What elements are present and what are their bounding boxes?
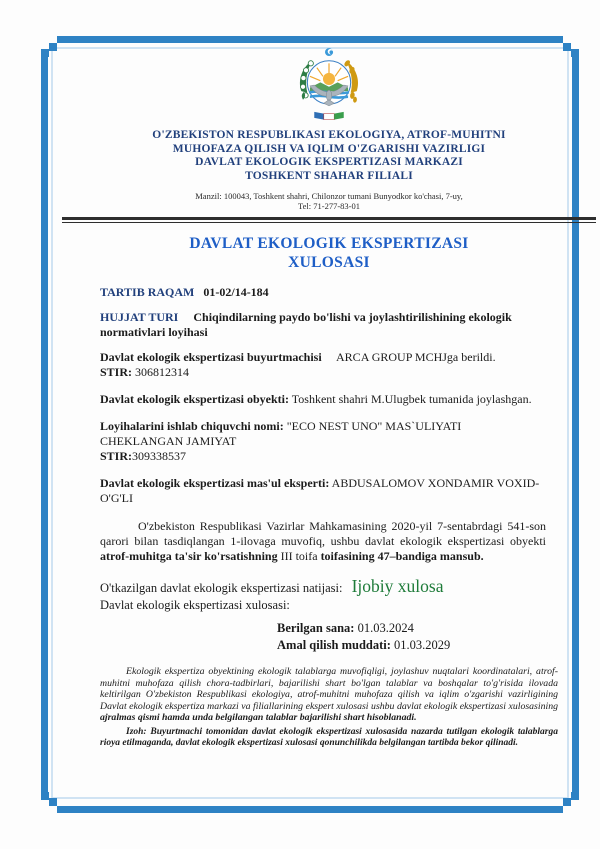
category-bold-text: toifasining 47–bandiga mansub. (320, 549, 484, 563)
hujjat-turi-value: Chiqindilarning paydo bo'lishi va joylashtirilishining ekologik normativlari loyihasi (100, 310, 512, 339)
loyiha-row (100, 419, 546, 464)
issued-date-value: 01.03.2024 (357, 621, 414, 635)
ekspert-label: Davlat ekologik ekspertizasi mas'ul eksperti: (100, 476, 330, 490)
tartib-raqam-label: TARTIB RAQAM (100, 285, 195, 299)
result-value: Ijobiy xulosa (351, 576, 444, 596)
hujjat-turi-row (100, 310, 546, 340)
header-divider (62, 217, 596, 223)
category-bold-text: atrof-muhitga ta'sir ko'rsatishning (100, 549, 278, 563)
category-paragraph (100, 519, 546, 564)
loyiha-value: "ECO NEST UNO" MAS`ULIYATI CHEKLANGAN JAMIYAT (100, 419, 462, 448)
dates-block (277, 620, 558, 654)
document-content (100, 46, 558, 750)
issued-date-row (277, 620, 558, 637)
ekspert-value: ABDUSALOMOV XONDAMIR VOXID-O'G'LI (100, 476, 540, 505)
ministry-heading (100, 129, 558, 183)
ekspert-row (100, 476, 546, 506)
result-label: O'tkazilgan davlat ekologik ekspertizasi natijasi: (100, 581, 343, 595)
uzbekistan-state-emblem-icon (285, 46, 373, 124)
ministry-line: TOSHKENT SHAHAR FILIALI (245, 169, 413, 182)
buyurtmachi-label: Davlat ekologik ekspertizasi buyurtmachisi (100, 350, 322, 364)
xulosa-label-row (100, 598, 558, 613)
obyekt-label: Davlat ekologik ekspertizasi obyekti: (100, 392, 289, 406)
issued-date-label: Berilgan sana: (277, 621, 355, 635)
stir-value: 309338537 (132, 449, 187, 463)
tartib-raqam-value: 01-02/14-184 (203, 285, 269, 299)
stir-label: STIR: (100, 365, 133, 379)
address-block (100, 191, 558, 211)
valid-until-label: Amal qilish muddati: (277, 638, 391, 652)
category-text: O'zbekiston Respublikasi Vazirlar Mahkamasining 2020-yil 7-sentabrdagi 541-son qarori bilan tasdiqlangan 1-ilovaga muvofiq, ushbu davlat ekologik ekspertizasi obyekti (100, 519, 546, 548)
ministry-line: O'ZBEKISTON RESPUBLIKASI EKOLOGIYA, ATROF-MUHITNI (152, 129, 506, 141)
izoh-text: Buyurtmachi tomonidan davlat ekologik ekspertizasi xulosasida nazarda tutilgan ekologik talablarga rioya etilmaganda, davlat ekologik ekspertizasi xulosasi qonunchilikda belgilangan tartibda bekor qilinadi. (100, 726, 558, 748)
izoh-paragraph (100, 727, 558, 750)
xulosa-label: Davlat ekologik ekspertizasi xulosasi: (100, 598, 290, 612)
category-text: III toifa (280, 549, 318, 563)
ministry-line: MUHOFAZA QILISH VA IQLIM O'ZGARISHI VAZIRLIGI (172, 142, 486, 155)
address-line: Manzil: 100043, Toshkent shahri, Chilonzor tumani Bunyodkor ko'chasi, 7-uy, (195, 191, 463, 201)
document-title-line: DAVLAT EKOLOGIK EKSPERTIZASI (189, 235, 469, 252)
phone-line: Tel: 71-277-83-01 (298, 201, 360, 211)
stir-value: 306812314 (135, 365, 190, 379)
hujjat-turi-label: HUJJAT TURI (100, 310, 179, 324)
document-title-line: XULOSASI (288, 254, 370, 271)
tartib-raqam-row (100, 285, 546, 300)
footnote-text: Ekologik ekspertiza obyektining ekologik talablarga muvofiqligi, joylashuv nuqtalari koordinatalari, atrof-muhitni muhofaza qilish chora-tadbirlari, bajarilishi shart bo'lgan talablar va boshqalar to'g'risida ilovada keltirilgan O'zbekiston Respublikasi ekologiya, atrof-muhitni muhofaza qilish va iqlim o'zgarishi vazirligining Davlat ekologik ekspertiza markazi va filiallarining ekspert xulosasi ushbu davlat ekologik ekspertizasi xulosasining (100, 666, 558, 712)
valid-until-value: 01.03.2029 (394, 638, 451, 652)
izoh-label: Izoh: (126, 726, 147, 737)
ministry-line: DAVLAT EKOLOGIK EKSPERTIZASI MARKAZI (195, 156, 463, 168)
buyurtmachi-value: ARCA GROUP MCHJga berildi. (336, 350, 496, 364)
buyurtmachi-row (100, 350, 546, 380)
obyekt-value: Toshkent shahri M.Ulugbek tumanida joylashgan. (291, 392, 532, 406)
obyekt-row (100, 392, 546, 407)
stir-label: STIR: (100, 449, 133, 463)
footnote-bold-text: ajralmas qismi hamda unda belgilangan talablar bajarilishi shart hisoblanadi. (100, 712, 417, 723)
valid-until-row (277, 637, 558, 654)
document-title (100, 234, 558, 272)
loyiha-label: Loyihalarini ishlab chiquvchi nomi: (100, 419, 284, 433)
footnote-paragraph (100, 666, 558, 724)
result-row (100, 576, 558, 596)
